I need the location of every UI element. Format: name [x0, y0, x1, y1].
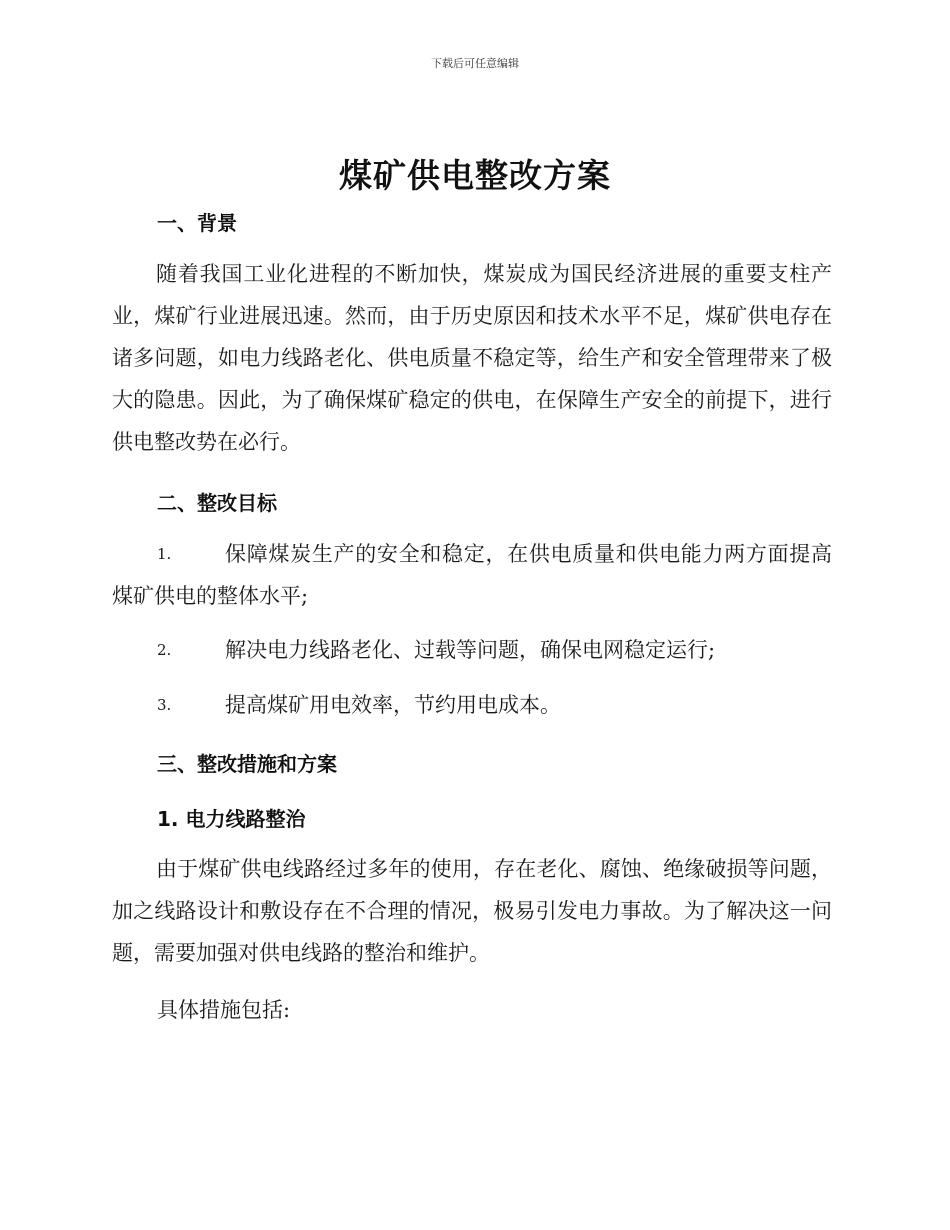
section-heading-background: 一、背景	[157, 211, 237, 235]
subsection-heading-lines: 1. 电力线路整治	[157, 807, 306, 831]
goal-text: 提高煤矿用电效率，节约用电成本。	[225, 693, 561, 717]
section-heading-measures: 三、整改措施和方案	[157, 752, 337, 776]
goal-number: 3.	[157, 696, 172, 714]
measures-paragraph: 由于煤矿供电线路经过多年的使用，存在老化、腐蚀、绝缘破损等问题，加之线路设计和敷设存在不合理的情况，极易引发电力事故。为了解决这一问题，需要加强对供电线路的整治和维护。	[112, 857, 832, 965]
page-title: 煤矿供电整改方案	[339, 156, 611, 195]
header-note: 下载后可任意编辑	[431, 57, 519, 70]
goal-item-1	[112, 533, 832, 617]
goal-text: 解决电力线路老化、过载等问题，确保电网稳定运行;	[225, 638, 716, 662]
background-paragraph: 随着我国工业化进程的不断加快，煤炭成为国民经济进展的重要支柱产业，煤矿行业进展迅速。然而，由于历史原因和技术水平不足，煤矿供电存在诸多问题，如电力线路老化、供电质量不稳定等，给生产和安全管理带来了极大的隐患。因此，为了确保煤矿稳定的供电，在保障生产安全的前提下，进行供电整改势在必行。	[112, 262, 832, 454]
goal-number: 1.	[157, 545, 172, 563]
section-heading-goals: 二、整改目标	[157, 491, 277, 515]
measures-note: 具体措施包括:	[157, 998, 291, 1022]
goal-item-2	[112, 629, 832, 671]
goal-item-3	[112, 684, 832, 726]
goal-number: 2.	[157, 641, 172, 659]
goal-text: 保障煤炭生产的安全和稳定，在供电质量和供电能力两方面提高煤矿供电的整体水平;	[112, 542, 832, 608]
